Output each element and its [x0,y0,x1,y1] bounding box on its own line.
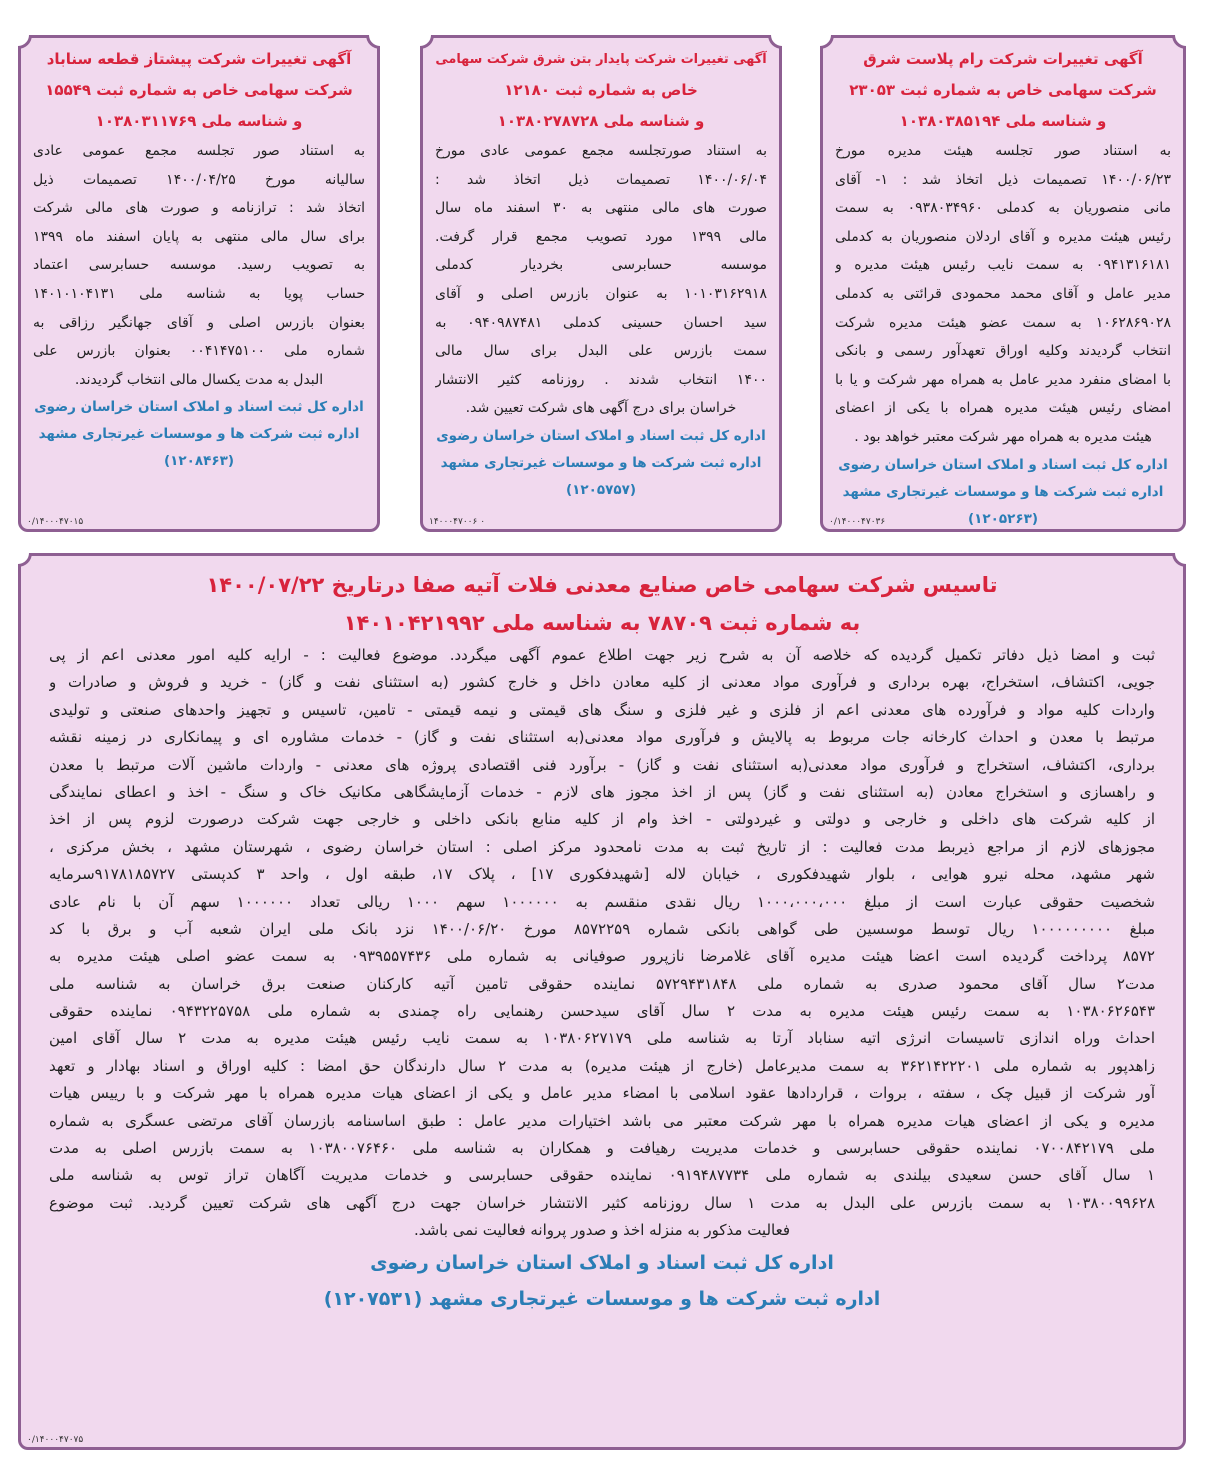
ad-footer-line: اداره کل ثبت اسناد و املاک استان خراسان رضوی [34,399,364,416]
ad-body-line: برداری، اکتشاف، استخراج و فرآوری مواد معدنی(به استثنای نفت و گاز) - برآورد فنی اقتصادی پروژه های معدنی - واردات ماشین آلات مرتبط با معدن [49,755,1155,774]
ad-body-line: ۱۰۱۰۳۱۶۲۹۱۸ به عنوان بازرس اصلی و آقای [435,285,767,302]
ad-body-line: ۱۰۶۲۸۶۹۰۲۸ به سمت عضو هیئت مدیره شرکت [835,314,1171,331]
ad-body-line: به تصویب رسید. موسسه حسابرسی اعتماد [33,257,365,274]
ad-body-line: مبلغ ۱۰۰۰۰۰۰۰۰۰ ریال توسط موسسین طی گواهی بانکی شماره ۸۵۷۲۲۵۹ مورخ ۱۴۰۰/۰۶/۲۰ نزد بانک ملی ایران شعبه آب و برق با کد [49,919,1155,938]
ad-body-line: جویی، اکتشاف، استخراج، بهره برداری و فرآوری مواد معدنی از کلیه معادن داخل و خارج کشور (به استثنای نفت و گاز) - خرید و فروش و صادرات و [49,673,1155,692]
ad-body [33,137,365,394]
ad-footer-line: (۱۲۰۸۴۶۳) [163,453,235,470]
ad-title-line: تاسیس شرکت سهامی خاص صنایع معدنی فلات آتیه صفا درتاریخ ۱۴۰۰/۰۷/۲۲ [206,573,998,597]
ad-title-line: و شناسه ملی ۱۰۳۸۰۲۷۸۷۲۸ [497,112,705,130]
ad-body-line: خراسان برای درج آگهی های شرکت تعیین شد. [465,400,737,417]
ad-body-line: آور شرکت از قبیل چک ، سفته ، بروات ، قراردادها عقود اسلامی با امضاء مدیر عامل و یکی از اعضای هیات مدیره همراه با مهر شرکت و با رییس هیات [49,1084,1155,1103]
ad-body [435,137,767,423]
ad-body-line: به استناد صور تجلسه مجمع عمومی عادی [33,143,365,159]
ad-body-line: واردات کلیه مواد و فرآورده های معدنی اعم از فلزی و غیر فلزی و سنگ های قیمتی و نیمه قیمتی - تامین، تاسیس و تجهیز واحدهای صنعتی و تولیدی [49,700,1155,719]
ad-body-line: ۰۹۴۱۳۱۶۱۸۱ به سمت نایب رئیس هیئت مدیره و [835,257,1171,274]
ad-body-line: مجوزهای لازم از مراجع ذیربط مدت فعالیت : از تاریخ ثبت به مدت نامحدود مرکز اصلی : استان خراسان رضوی ، شهرستان مشهد ، بخش مرکزی ، [49,837,1155,856]
ad-body-line: مدیره و یکی از اعضای هیات مدیره همراه با مهر شرکت معتبر می باشد اختیارات مدیر عامل : طبق اساسنامه بازرسان آقای مرتضی عسگری به شماره [49,1111,1155,1130]
ad-body [835,137,1171,452]
ad-box-paydar-beton [420,35,782,532]
ad-title-line: و شناسه ملی ۱۰۳۸۰۳۸۵۱۹۴ [899,112,1107,130]
ad-body-line: مدیر عامل و آقای محمد محمودی قرائتی به کدملی [835,285,1171,302]
ad-body-line: رئیس هیئت مدیره و آقای اردلان منصوریان به کدملی [835,228,1171,245]
ad-body-line: با امضای منفرد مدیر عامل به همراه مهر شرکت و یا با [835,371,1171,388]
ad-body-line: مدت۲ سال آقای محمود صدری به شماره ملی ۵۷۲۹۴۳۱۸۴۸ نماینده حقوقی تامین آتیه کارکنان صنعت برق خراسان به شناسه ملی [49,974,1155,993]
ad-footer-line: اداره ثبت شرکت ها و موسسات غیرتجاری مشهد (۱۲۰۷۵۳۱) [323,1287,881,1310]
ad-body-line: ۱۰۳۸۰۰۹۹۶۲۸ به سمت بازرس علی البدل به مدت ۱ سال روزنامه کثیر الانتشار خراسان جهت درج آگهی های شرکت تعیین گردید. ثبت موضوع [49,1193,1155,1212]
ad-body-line: ۱۰۳۸۰۶۲۶۵۴۳ به سمت رئیس هیئت مدیره به مدت ۲ سال آقای سیدحسن رهنمایی راه چمندی به شماره ملی ۰۹۴۳۲۲۵۷۵۸ نماینده حقوقی [49,1002,1155,1021]
ad-title-line: آگهی تغییرات شرکت پیشتاز قطعه سناباد [46,50,352,68]
ad-body-line: بعنوان بازرس اصلی و آقای جهانگیر رزاقی به [33,314,365,331]
ad-footer [435,423,767,504]
ad-body-line: احداث وراه اندازی تاسیسات انرژی اتیه سناباد آرتا به شناسه ملی ۱۰۳۸۰۶۲۷۱۷۹ به سمت نایب رئیس هیئت مدیره به مدت ۲ سال آقای امین [49,1029,1155,1048]
ad-footer [49,1245,1155,1317]
ad-body-line: شماره ملی ۰۰۴۱۴۷۵۱۰۰ بعنوان بازرس علی [33,343,365,360]
ad-body-line: سمت بازرس علی البدل برای سال مالی [435,343,767,360]
ad-title [435,44,767,137]
ad-footer-line: اداره کل ثبت اسناد و املاک استان خراسان رضوی [838,456,1168,473]
ad-title-line: خاص به شماره ثبت ۱۲۱۸۰ [504,81,698,99]
ad-title-line: شرکت سهامی خاص به شماره ثبت ۱۵۵۴۹ [45,81,353,99]
ad-body-line: فعالیت مذکور به منزله اخذ و صدور پروانه فعالیت نمی باشد. [413,1221,791,1240]
ad-box-pishtaz [18,35,380,532]
ad-body-line: ۱۴۰۰/۰۶/۲۳ تصمیمات ذیل اتخاذ شد : ۱- آقای [835,171,1171,188]
ad-reference-code: ۱۴۰۰۰۴۷۰۰۶ ۰ [429,517,486,527]
ad-body-line: برای سال مالی منتهی به پایان اسفند ماه ۱۳۹۹ [33,228,365,245]
ad-box-ram-plast [820,35,1186,532]
ad-body-line: ۸۵۷۲ پرداخت گردیده است اعضا هیئت مدیره آقای غلامرضا نازپرور صوفیانی به شماره ملی ۰۹۳۹۵۵۷۴۳۶ به سمت عضو اصلی هیئت مدیره به [49,947,1155,966]
ad-body-line: سالیانه مورخ ۱۴۰۰/۰۴/۲۵ تصمیمات ذیل [33,171,365,188]
ad-footer-line: اداره کل ثبت اسناد و املاک استان خراسان رضوی [370,1251,834,1274]
ad-title-line: به شماره ثبت ۷۸۷۰۹ به شناسه ملی ۱۴۰۱۰۴۲۱۹۹۲ [343,611,861,635]
ad-footer-line: اداره ثبت شرکت ها و موسسات غیرتجاری مشهد [440,454,762,471]
ad-body-line: به استناد صورتجلسه مجمع عمومی عادی مورخ [435,143,767,159]
ad-body-line: از کلیه شرکت های داخلی و خارجی و دولتی و غیردولتی - اخذ وام از کلیه منابع بانکی داخلی و خارجی جهت شرکت درصورت لزوم پس از اخذ [49,810,1155,829]
ad-footer-line: (۱۲۰۵۷۵۷) [565,481,637,498]
ad-body-line: انتخاب گردیدند وکلیه اوراق تعهدآور رسمی و بانکی [835,343,1171,360]
ad-body-line: ملی ۰۷۰۰۸۴۲۱۷۹ نماینده حقوقی حسابرسی و خدمات مدیریت رهیافت و همکاران به شناسه ملی ۱۰۳۸۰۰۷۶۴۶۰ به سمت بازرس اصلی به مدت [49,1139,1155,1158]
ad-body-line: زاهدپور به شماره ملی ۳۶۲۱۴۲۲۲۰۱ به سمت مدیرعامل (خارج از هیئت مدیره) به مدت ۲ سال دارندگان حق امضا : کلیه اوراق و اسناد بهادار و تعهد [49,1056,1155,1075]
ad-body-line: ۱۴۰۰ انتخاب شدند . روزنامه کثیر الانتشار [435,371,767,388]
ad-box-falat-atiye-safa [18,553,1186,1450]
ad-title-line: شرکت سهامی خاص به شماره ثبت ۲۳۰۵۳ [849,81,1157,99]
ad-body-line: ثبت و امضا ذیل دفاتر تکمیل گردیده که خلاصه آن به شرح زیر جهت اطلاع عموم آگهی میگردد. موضوع فعالیت : - ارایه کلیه امور معدنی اعم از پی [49,646,1155,664]
ad-reference-code: ۰/۱۴۰۰۰۴۷۰۱۵ [27,517,84,527]
ad-body-line: سید احسان حسینی کدملی ۰۹۴۰۹۸۷۴۸۱ به [435,314,767,331]
ad-body-line: شخصیت حقوقی عبارت است از مبلغ ۱۰۰۰،۰۰۰،۰۰۰ ریال نقدی منقسم به ۱۰۰۰۰۰۰ سهم ۱۰۰۰ ریالی تعداد ۱۰۰۰۰۰۰ سهم آن با نام عادی [49,892,1155,911]
ad-body-line: شهر مشهد، محله نیرو هوایی ، بلوار شهیدفکوری ، خیابان لاله [شهیدفکوری ۱۷] ، پلاک ۱۷، طبقه اول ، واحد ۳ کدپستی ۹۱۷۸۱۸۵۷۲۷سرمایه [49,865,1155,884]
ad-footer-line: اداره کل ثبت اسناد و املاک استان خراسان رضوی [436,427,766,444]
ad-title-line: و شناسه ملی ۱۰۳۸۰۳۱۱۷۶۹ [95,112,303,130]
ad-reference-code: ۰/۱۴۰۰۰۴۷۰۷۵ [27,1435,84,1445]
ad-body-line: مرتبط با معدن و احداث کارخانه جات مربوط به پالایش و فرآوری مواد معدنی(به استثنای نفت و گاز) - خدمات مشاوره ای و پیمانکاری در زمینه نقشه [49,728,1155,747]
ad-body-line: به استناد صور تجلسه هیئت مدیره مورخ [835,143,1171,159]
ad-footer-line: اداره ثبت شرکت ها و موسسات غیرتجاری مشهد [842,483,1164,500]
ad-title [49,566,1155,642]
ad-body-line: حساب پویا به شناسه ملی ۱۴۰۱۰۱۰۴۱۳۱ [33,285,365,302]
ad-title-line: آگهی تغییرات شرکت پایدار بتن شرق شرکت سهامی [435,52,767,67]
ad-title-line: آگهی تغییرات شرکت رام پلاست شرق [863,50,1143,68]
ad-body-line: و راهسازی و استخراج معادن (به استثنای نفت و گاز) پس از اخذ مجوز های لازم - خدمات آزمایشگاهی مکانیک خاک و سنگ - اخذ و اعطای نمایندگی [49,782,1155,801]
ad-footer-line: (۱۲۰۵۲۶۳) [967,510,1039,527]
ad-body-line: موسسه حسابرسی بخردیار کدملی [435,257,767,274]
ad-body-line: صورت های مالی منتهی به ۳۰ اسفند ماه سال [435,200,767,217]
ad-title [33,44,365,137]
ad-title [835,44,1171,137]
ad-footer [33,394,365,475]
ad-body-line: مالی ۱۳۹۹ مورد تصویب مجمع قرار گرفت. [435,228,767,245]
ad-body-line: البدل به مدت یکسال مالی انتخاب گردیدند. [74,371,324,388]
ad-body-line: مانی منصوریان به کدملی ۰۹۳۸۰۳۴۹۶۰ به سمت [835,200,1171,217]
ad-body [49,642,1155,1245]
ad-body-line: ۱ سال آقای حسن سعیدی بیلندی به شماره ملی ۰۹۱۹۴۸۷۷۳۴ نماینده حقوقی حسابرسی و خدمات مدیریت آگاهان تراز توس به شناسه ملی [49,1166,1155,1185]
ad-footer [835,452,1171,533]
ad-body-line: امضای رئیس هیئت مدیره همراه با یکی از اعضای [835,400,1171,417]
ad-body-line: اتخاذ شد : ترازنامه و صورت های مالی شرکت [33,200,365,217]
ad-footer-line: اداره ثبت شرکت ها و موسسات غیرتجاری مشهد [38,426,360,443]
ad-body-line: هیئت مدیره به همراه مهر شرکت معتبر خواهد بود . [854,428,1152,445]
ad-reference-code: ۰/۱۴۰۰۰۴۷۰۳۶ [829,517,886,527]
ad-body-line: ۱۴۰۰/۰۶/۰۴ تصمیمات ذیل اتخاذ شد : [435,171,767,188]
